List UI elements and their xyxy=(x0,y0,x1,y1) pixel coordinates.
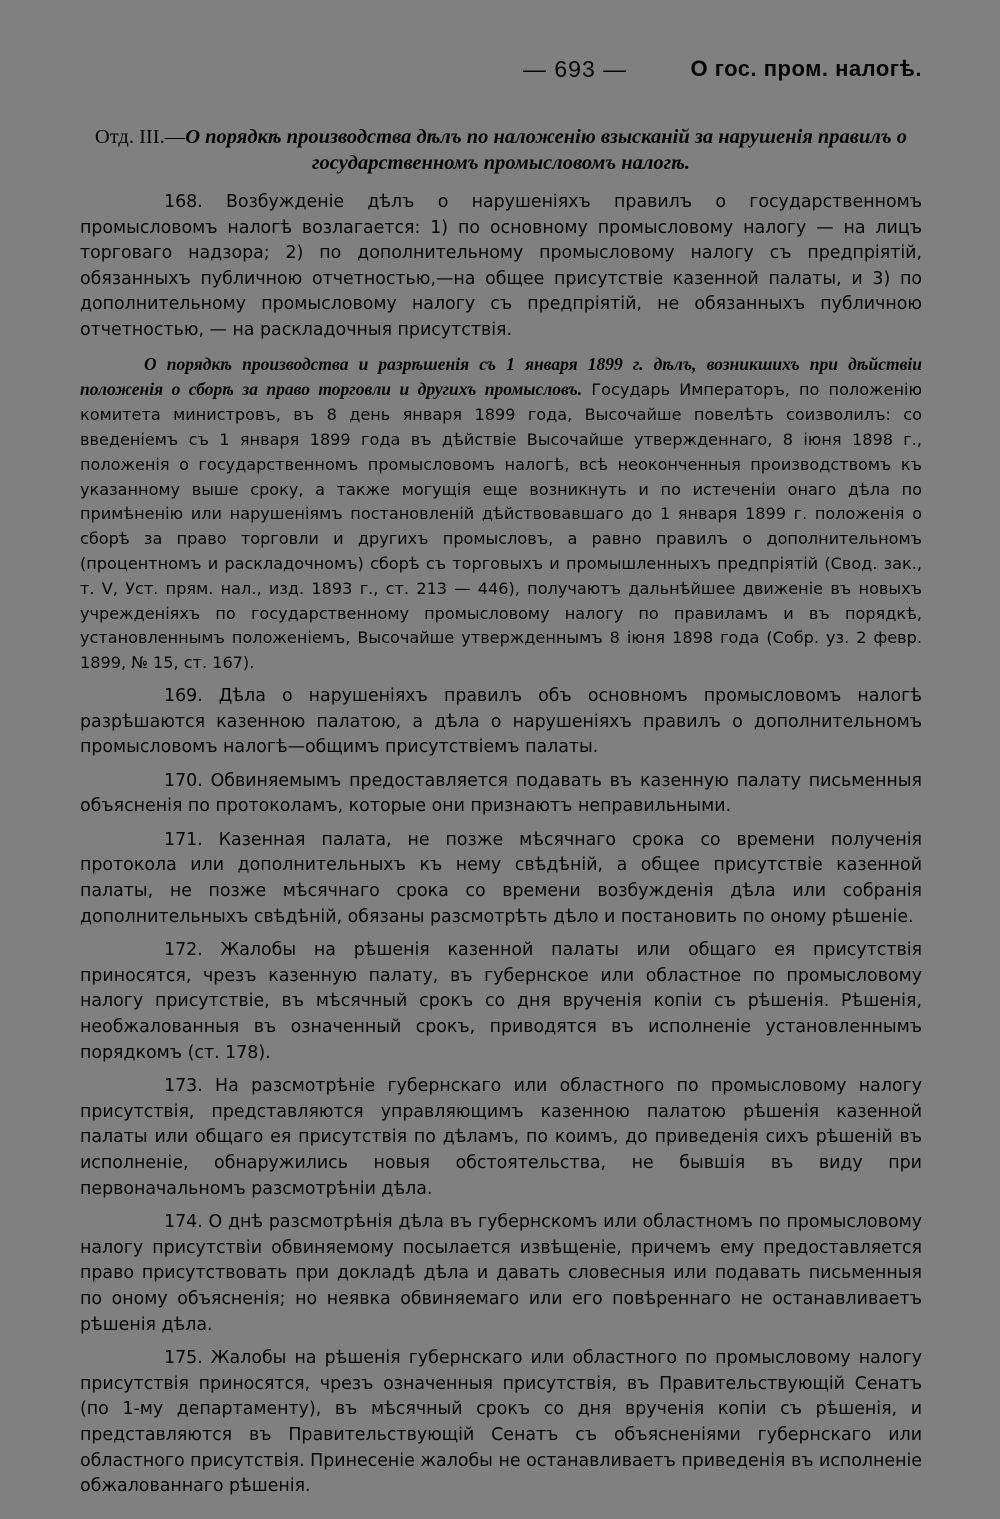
page-number: — 693 — xyxy=(523,56,628,82)
section-label: Отд. III.— xyxy=(94,126,186,148)
page-header xyxy=(80,56,922,86)
article-169: 169. Дѣла о нарушеніяхъ правилъ объ основномъ промысловомъ налогѣ разрѣшаются казенною палатою, а дѣла о нарушеніяхъ правилъ о дополнительномъ промысловомъ налогѣ—общимъ присутствіемъ палаты. xyxy=(80,685,922,758)
editorial-note xyxy=(80,352,922,676)
note-title: О порядкѣ производства и разрѣшенія съ 1 января 1899 г. дѣлъ, возникшихъ при дѣйствіи положенія о сборѣ за право торговли и другихъ промысловъ. xyxy=(80,353,922,400)
article-172: 172. Жалобы на рѣшенія казенной палаты или общаго ея присутствія приносятся, чрезъ казенную палату, въ губернское или областное по промысловому налогу присутствіе, въ мѣсячный срокъ со дня врученія копіи съ рѣшенія. Рѣшенія, необжалованныя въ означенный срокъ, приводятся въ исполненіе установленнымъ порядкомъ (ст. 178). xyxy=(80,940,922,1063)
article-174: 174. О днѣ разсмотрѣнія дѣла въ губернскомъ или областномъ по промысловому налогу присутствіи обвиняемому посылается извѣщеніе, причемъ ему предоставляется право присутствовать при докладѣ дѣла и давать словесныя или подавать письменныя по оному объясненія; но неявка обвиняемаго или его повѣреннаго не останавливаетъ рѣшенія дѣла. xyxy=(80,1212,922,1335)
section-heading xyxy=(80,124,922,176)
body-text xyxy=(80,190,922,1508)
running-title: О гос. пром. налогѣ. xyxy=(690,56,922,81)
article-170: 170. Обвиняемымъ предоставляется подавать въ казенную палату письменныя объясненія по протоколамъ, которые они признаютъ неправильными. xyxy=(80,770,922,817)
article-171: 171. Казенная палата, не позже мѣсячнаго срока со времени полученія протокола или дополнительныхъ къ нему свѣдѣній, а общее присутствіе казенной палаты, не позже мѣсячнаго срока со времени возбужденія дѣла или собранія дополнительныхъ свѣдѣній, обязаны разсмотрѣть дѣло и постановить по оному рѣшеніе. xyxy=(80,829,922,927)
article-168: 168. Возбужденіе дѣлъ о нарушеніяхъ правилъ о государственномъ промысловомъ налогѣ возлагается: 1) по основному промысловому налогу — на лицъ торговаго надзора; 2) по дополнительному промысловому налогу съ предпріятій, обязанныхъ публичною отчетностью,—на общее присутствіе казенной палаты, и 3) по дополнительному промысловому налогу съ предпріятій, не обязанныхъ публичною отчетностью, — на раскладочныя присутствія. xyxy=(80,192,922,340)
article-175: 175. Жалобы на рѣшенія губернскаго или областного по промысловому налогу присутствія приносятся, чрезъ означенныя присутствія, въ Правительствующій Сенатъ (по 1-му департаменту), въ мѣсячный срокъ со дня врученія копіи съ рѣшенія, и представляются въ Правительствующій Сенатъ съ объясненіями губернскаго или областного присутствія. Принесеніе жалобы не останавливаетъ приведенія въ исполненіе обжалованнаго рѣшенія. xyxy=(80,1348,922,1497)
article-173: 173. На разсмотрѣніе губернскаго или областного по промысловому налогу присутствія, представляются управляющимъ казенною палатою рѣшенія казенной палаты или общаго ея присутствія по дѣламъ, по коимъ, до приведенія сихъ рѣшеній въ исполненіе, обнаружились новыя обстоятельства, не бывшія въ виду при первоначальномъ разсмотрѣніи дѣла. xyxy=(80,1076,922,1199)
note-text: Государь Императоръ, по положенію комитета министровъ, въ 8 день января 1899 года, Высочайше повелѣть соизволилъ: со введеніемъ съ 1 января 1899 года въ дѣйствіе Высочайше утвержденнаго, 8 іюня 1898 г., положенія о государственномъ промысловомъ налогѣ, всѣ неоконченныя производствомъ къ указанному выше сроку, а также могущія еще возникнуть и по истеченіи онаго дѣла по примѣненію или нарушеніямъ постановленій дѣйствовавшаго до 1 января 1899 г. положенія о сборѣ за право торговли и другихъ промысловъ, а равно правилъ о дополнительномъ (процентномъ и раскладочномъ) сборѣ съ торговыхъ и промышленныхъ предпріятій (Свод. зак., т. V, Уст. прям. нал., изд. 1893 г., ст. 213 — 446), получаютъ дальнѣйшее движеніе въ новыхъ учрежденіяхъ по государственному промысловому налогу по правиламъ и въ порядкѣ, установленнымъ положеніемъ, Высочайше утвержденнымъ 8 іюня 1898 года (Собр. уз. 2 февр. 1899, № 15, ст. 167). xyxy=(80,380,922,673)
section-title: О порядкѣ производства дѣлъ по наложенію взысканій за нарушенія правилъ о государственномъ промысловомъ налогѣ. xyxy=(185,126,908,174)
